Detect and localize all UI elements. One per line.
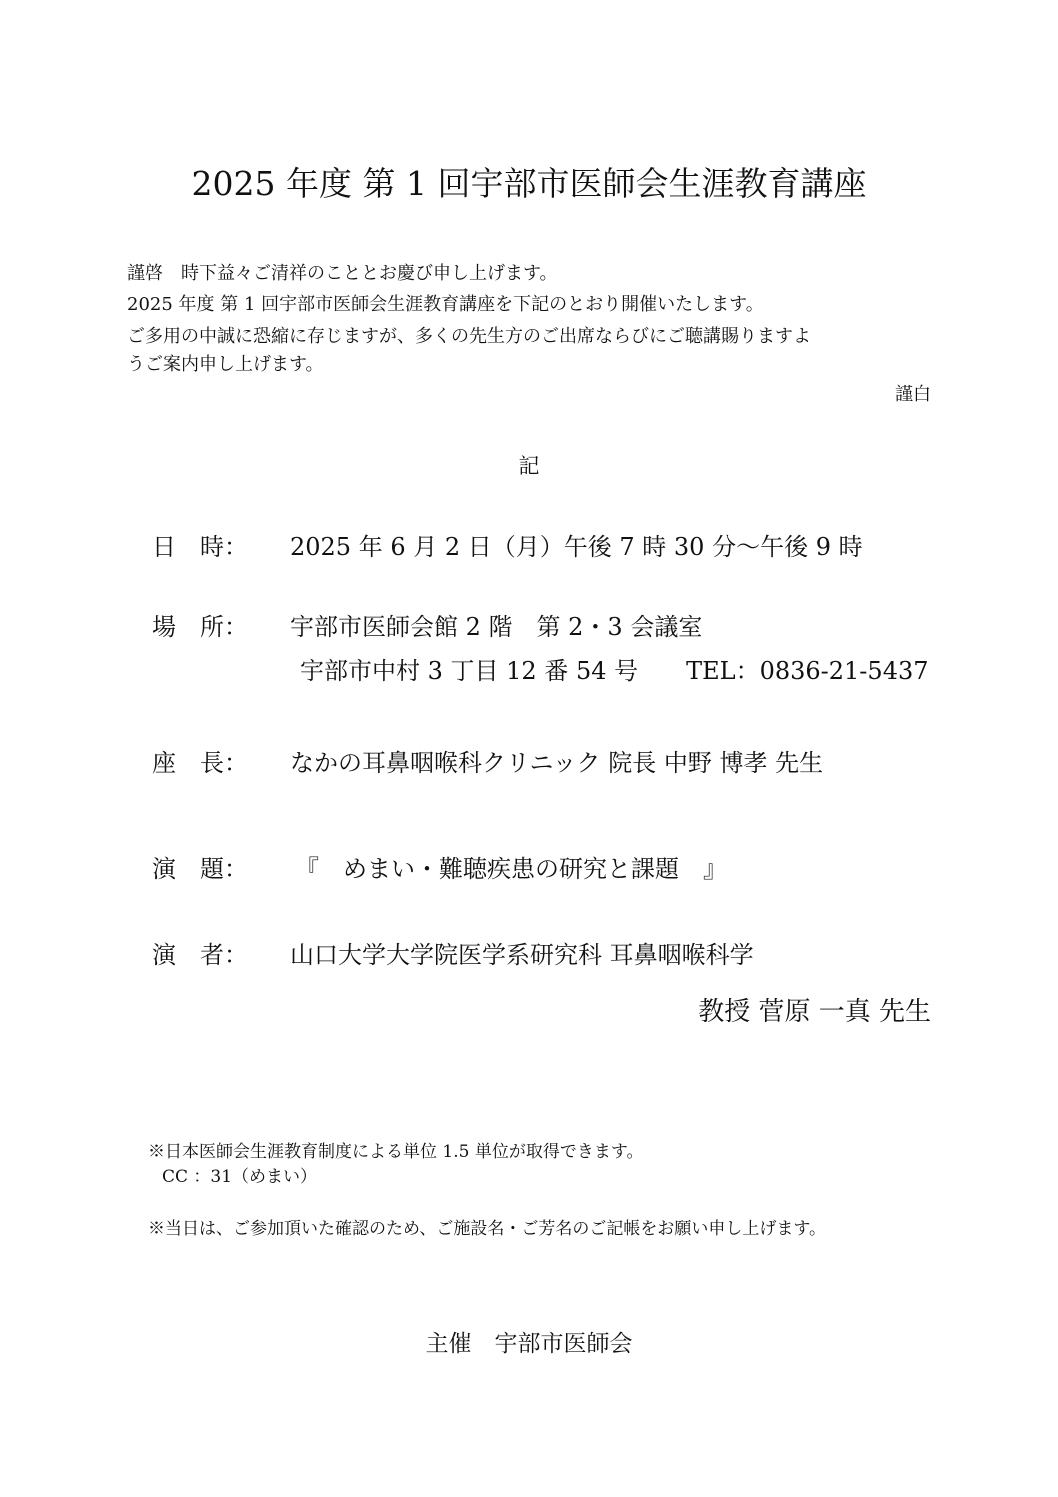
credit-note: ※日本医師会生涯教育制度による単位 1.5 単位が取得できます。: [148, 1142, 644, 1162]
request-text-line-2: うご案内申し上げます。: [127, 354, 324, 375]
speaker-name: 教授 菅原 一真 先生: [698, 997, 931, 1027]
chair-label: 座 長：: [152, 749, 248, 777]
registration-note: ※当日は、ご参加頂いた確認のため、ご施設名・ご芳名のご記帳をお願い申し上げます。: [148, 1219, 826, 1239]
intro-text: 2025 年度 第 1 回宇部市医師会生涯教育講座を下記のとおり開催いたします。: [127, 294, 764, 315]
address-value: 宇部市中村 3 丁目 12 番 54 号 TEL：0836-21-5437: [300, 657, 929, 685]
topic-value: 『 めまい・難聴疾患の研究と課題 』: [295, 855, 727, 883]
closing-text: 謹白: [895, 384, 931, 405]
place-label: 場 所：: [152, 613, 248, 641]
topic-label: 演 題：: [152, 855, 248, 883]
speaker-affiliation: 山口大学大学院医学系研究科 耳鼻咽喉科学: [290, 941, 754, 969]
organizer: 主催 宇部市医師会: [425, 1331, 633, 1357]
chair-value: なかの耳鼻咽喉科クリニック 院長 中野 博孝 先生: [290, 749, 824, 777]
date-value: 2025 年 6 月 2 日（月）午後 7 時 30 分～午後 9 時: [290, 533, 863, 561]
cc-note: CC ：31（めまい）: [162, 1167, 318, 1187]
ki-heading: 記: [518, 454, 540, 478]
place-value: 宇部市医師会館 2 階 第 2・3 会議室: [290, 613, 703, 641]
page-title: 2025 年度 第 1 回宇部市医師会生涯教育講座: [191, 164, 867, 203]
date-label: 日 時：: [152, 533, 248, 561]
request-text-line-1: ご多用の中誠に恐縮に存じますが、多くの先生方のご出席ならびにご聴講賜りますよ: [127, 326, 811, 347]
speaker-label: 演 者：: [152, 941, 248, 969]
greeting-text: 謹啓 時下益々ご清祥のこととお慶び申し上げます。: [127, 263, 558, 284]
